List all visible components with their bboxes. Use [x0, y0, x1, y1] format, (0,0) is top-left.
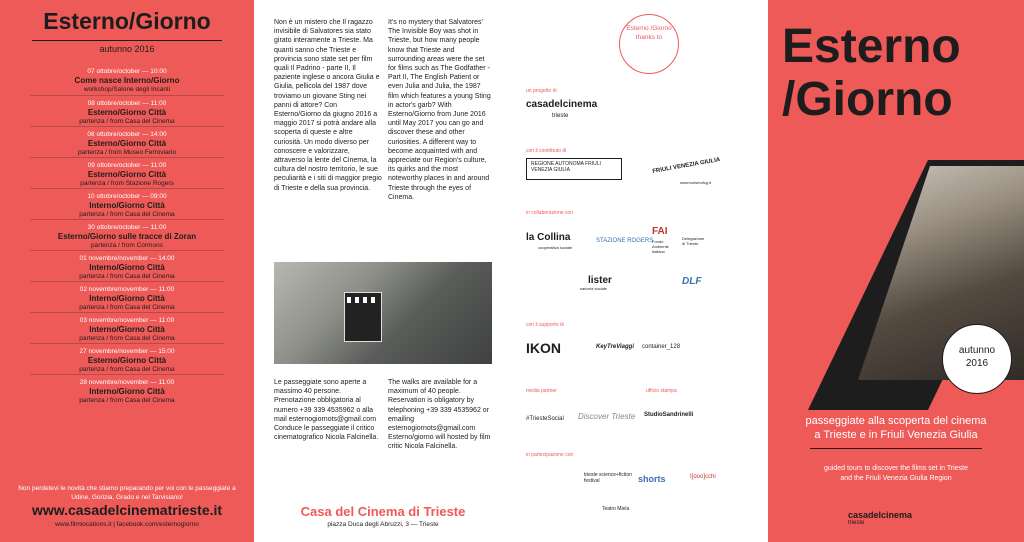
shorts-logo: shorts — [638, 474, 666, 484]
event-departure: partenza / from Cormons — [91, 242, 163, 249]
events-title: Esterno/Giorno — [43, 8, 211, 34]
event-item — [30, 343, 224, 374]
event-item — [30, 374, 224, 405]
project-label: un progetto di — [526, 88, 557, 94]
tagline-line1: passeggiate alla scoperta del cinema — [805, 415, 987, 427]
event-departure: partenza / from Casa del Cinema — [79, 366, 175, 373]
tagline — [768, 414, 1024, 442]
website-link[interactable]: www.casadelcinematrieste.it — [31, 502, 223, 518]
contrib-label: con il contributo di — [526, 148, 567, 154]
event-departure: partenza / from Casa del Cinema — [79, 118, 175, 125]
turismo-site: www.turismofvg.it — [680, 180, 712, 185]
ikon-logo: IKON — [526, 340, 561, 356]
event-title: Esterno/Giorno Città — [87, 356, 167, 365]
event-title: Interno/Giorno Città — [89, 201, 165, 210]
subtitle-line1: guided tours to discover the films set in Trieste — [824, 465, 968, 472]
media-label: media partner — [526, 388, 557, 394]
thanks-badge: Esterno /Giorno thanks to — [619, 14, 679, 74]
fai-delegation: Delegazione di Trieste — [682, 236, 705, 246]
collab-label: in collaborazione con — [526, 210, 573, 216]
event-item — [30, 281, 224, 312]
sponsors-panel — [512, 0, 766, 542]
event-title: Interno/Giorno Città — [89, 325, 165, 334]
event-departure: partenza / from Casa del Cinema — [79, 273, 175, 280]
description-panel — [258, 0, 508, 542]
event-title: Esterno/Giorno Città — [87, 170, 167, 179]
occhi-logo: I[ooo]cchi — [690, 474, 716, 480]
event-title: Interno/Giorno Città — [89, 387, 165, 396]
triestesocial-logo: #TriesteSocial — [526, 416, 564, 422]
event-date: 08 ottobre/october — 14:00 — [87, 131, 167, 138]
venue-name: Casa del Cinema di Trieste — [300, 504, 466, 519]
event-date: 03 novembre/november — 11:00 — [79, 317, 175, 324]
keytreviaggi-logo: KeyTreViaggi — [596, 344, 635, 350]
event-item — [30, 157, 224, 188]
cover-title-line1: Esterno — [782, 20, 961, 73]
support-label: con il supporto di — [526, 322, 564, 328]
event-date: 02 novembre/november — 11:00 — [79, 286, 175, 293]
event-title: Esterno/Giorno sulle tracce di Zoran — [57, 232, 197, 241]
lister-logo: lister — [588, 275, 612, 286]
lacollina-sub: cooperativa sociale — [538, 245, 573, 250]
cover-panel — [768, 0, 1024, 542]
events-list — [30, 64, 224, 405]
lister-sub: sartoria sociale — [580, 286, 607, 291]
partner-label: in partecipazione con — [526, 452, 574, 458]
cover-title — [782, 20, 1020, 126]
studiosandrinelli-logo: StudioSandrinelli — [644, 412, 694, 418]
cover-brand-logo — [848, 510, 912, 526]
lacollina-logo: la Collina — [526, 232, 571, 243]
sciencefiction-logo: trieste science+fiction festival — [584, 472, 632, 484]
event-date: 08 ottobre/october — 11:00 — [87, 100, 167, 107]
subtitle — [768, 464, 1024, 484]
filming-photo — [274, 262, 492, 364]
badge-line2: 2016 — [965, 358, 989, 369]
project-name: casadelcinema — [526, 99, 598, 110]
event-date: 30 ottobre/october — 11:00 — [87, 224, 167, 231]
social-links[interactable]: www.filmlocations.it | facebook.com/esternogiorno — [55, 521, 199, 528]
season-label: autunno 2016 — [99, 44, 155, 54]
event-title: Esterno/Giorno Città — [87, 108, 167, 117]
divider — [32, 40, 222, 41]
cover-title-line2: /Giorno — [782, 73, 953, 126]
event-item — [30, 126, 224, 157]
event-date: 09 ottobre/october — 11:00 — [87, 162, 167, 169]
teatromiela-logo: Teatro Miela — [602, 506, 630, 512]
event-item — [30, 188, 224, 219]
brand-sub: trieste — [848, 520, 865, 526]
subtitle-line2: and the Friuli Venezia Giulia Region — [840, 475, 952, 482]
event-departure: partenza / from Casa del Cinema — [79, 335, 175, 342]
event-date: 10 ottobre/october — 09:00 — [87, 193, 167, 200]
english-info: The walks are available for a maximum of 40 people. Reservation is obligatory by telephoning +39 339 4535962 or emailing esternogiornots@gmail.com Esterno/giorno will hosted by film critic Nicola Falcinella. — [388, 379, 491, 451]
event-title: Interno/Giorno Città — [89, 263, 165, 272]
event-departure: partenza / from Museo Ferroviario — [78, 149, 176, 156]
tagline-line2: a Trieste e in Friuli Venezia Giulia — [814, 429, 978, 441]
event-item — [30, 64, 224, 95]
office-label: ufficio stampa — [646, 388, 677, 394]
event-item — [30, 312, 224, 343]
event-date: 28 novembre/november — 11:00 — [79, 379, 175, 386]
fai-logo: FAI — [652, 226, 668, 237]
event-departure: partenza / from Casa del Cinema — [79, 397, 175, 404]
event-item — [30, 219, 224, 250]
event-date: 07 ottobre/october — 10:00 — [87, 68, 167, 75]
fvg-logo: FRIULI VENEZIA GIULIA — [652, 157, 721, 175]
season-badge — [942, 324, 1012, 394]
rogers-logo: STAZIONE ROGERS — [596, 238, 654, 244]
clapperboard-icon — [344, 292, 382, 342]
event-date: 01 novembre/november — 14:00 — [79, 255, 175, 262]
events-panel — [0, 0, 254, 542]
dlf-logo: DLF — [682, 276, 702, 287]
discovertrieste-logo: Discover Trieste — [578, 412, 636, 421]
container-logo: container_128 — [642, 344, 681, 350]
event-departure: workshop/Salone degli Incanti — [83, 86, 171, 93]
project-sub: trieste — [552, 113, 569, 119]
event-title: Come nasce Interno/Giorno — [74, 76, 180, 85]
event-item — [30, 95, 224, 126]
badge-line1: autunno — [958, 345, 996, 356]
event-departure: partenza / from Casa del Cinema — [79, 211, 175, 218]
brand-name: casadelcinema — [848, 510, 913, 520]
note-text: Non perdetevi le novità che stiamo preparando per voi con le passeggiate a Udine, Gorizia, Grado e nel Tarvisiano! — [18, 485, 236, 501]
venue-address: piazza Duca degli Abruzzi, 3 — Trieste — [327, 521, 439, 528]
event-item — [30, 250, 224, 281]
event-title: Esterno/Giorno Città — [87, 139, 167, 148]
regione-logo: REGIONE AUTONOMA FRIULI VENEZIA GIULIA — [526, 158, 622, 180]
italian-info: Le passeggiate sono aperte a massimo 40 persone. Prenotazione obbligatoria al numero +39 339 4535962 o alla mail esternogiornots@gmail.com Conduce le passeggiate il critico cinematografico Nicola Falcinella. — [274, 379, 379, 442]
italian-description: Non è un mistero che Il ragazzo invisibile di Salvatores sia stato girato interamente a Trieste. Ma quanti sanno che Trieste e provincia sono state set per film quali Il Padrino - parte II, Il paziente inglese o ancora Giulia e Giulia, pellicola del 1987 dove troviamo un giovane Sting nei panni di attore? Con Esterno/Giorno da giugno 2016 a maggio 2017 si potrà andare alla scoperta di queste e altre curiosità. Un modo diverso per conoscere e valorizzare, attraverso la lente del Cinema, la cultura del nostro territorio, le sue peculiarità e i siti di maggior pregio di Trieste e della sua provincia. — [274, 19, 382, 192]
casadelcinema-logo — [526, 99, 597, 110]
fai-sub: Fondo Ambiente Italiano — [652, 239, 669, 254]
english-description: It's no mystery that Salvatores' The Invisible Boy was shot in Trieste, but how many people know that Trieste and surrounding areas were the set for films such as The Godfather - Part II, The English Patient or even Julia and Julia, the 1987 film which features a young Sting in actor's garb? With Esterno/Giorno from June 2016 until May 2017 you can go and discover these and other curiosities. A different way to become acquainted with and appreciate our Region's culture, its quirks and the most noteworthy places in and around Trieste through the eyes of Cinema. — [388, 19, 491, 201]
event-title: Interno/Giorno Città — [89, 294, 165, 303]
divider — [810, 448, 982, 449]
event-date: 27 novembre/november — 15:00 — [79, 348, 175, 355]
event-departure: partenza / from Stazione Rogers — [80, 180, 174, 187]
event-departure: partenza / from Casa del Cinema — [79, 304, 175, 311]
